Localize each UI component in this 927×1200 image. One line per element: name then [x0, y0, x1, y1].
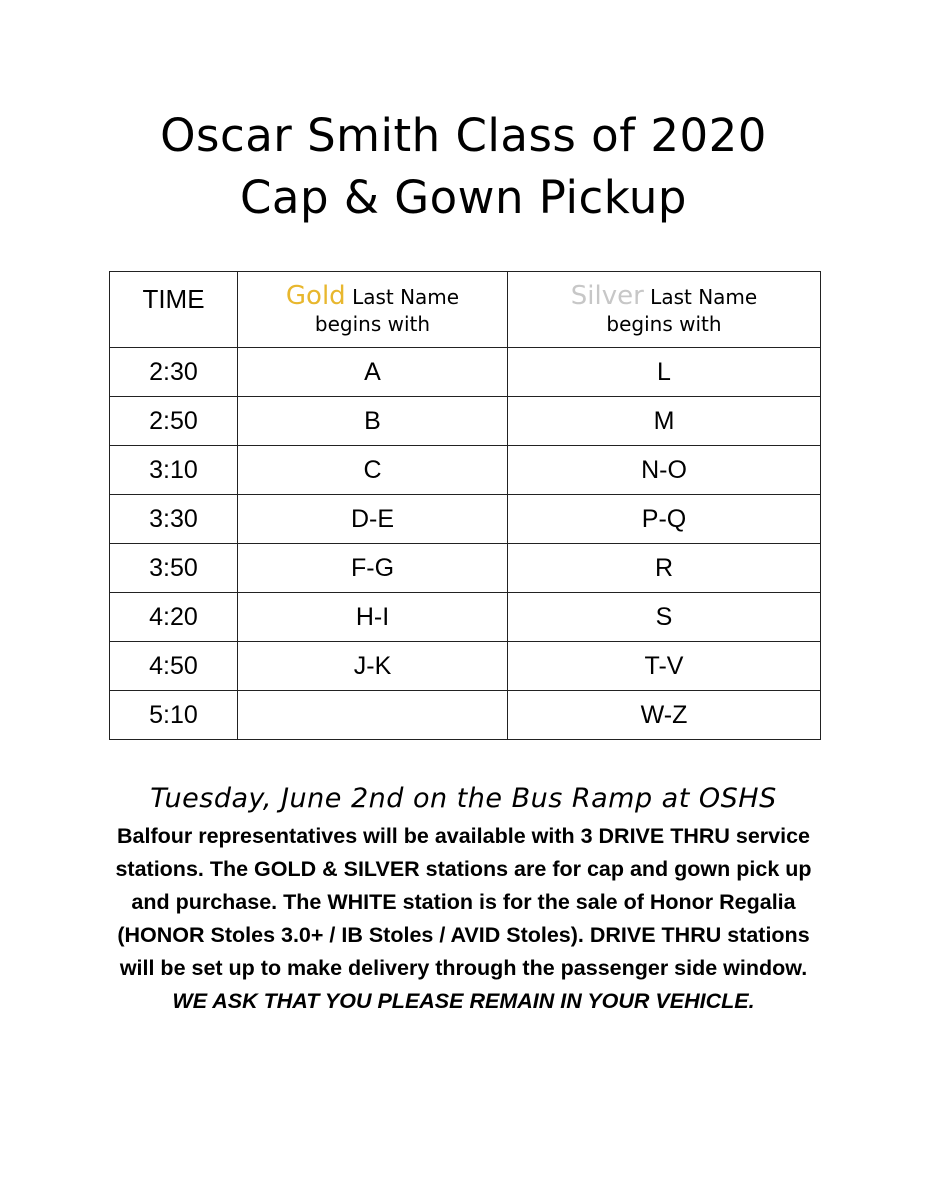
silver-cell: M: [508, 397, 821, 446]
gold-cell: D-E: [238, 495, 508, 544]
event-date-line: Tuesday, June 2nd on the Bus Ramp at OSHS: [150, 783, 777, 814]
silver-cell: S: [508, 593, 821, 642]
notice-paragraph: [100, 820, 827, 1018]
silver-label: Silver: [570, 281, 644, 311]
gold-cell: A: [238, 348, 508, 397]
silver-begins-with-label: begins with: [606, 312, 722, 336]
gold-cell: F-G: [238, 544, 508, 593]
time-column-header: TIME: [110, 272, 238, 348]
gold-cell: J-K: [238, 642, 508, 691]
time-cell: 3:10: [110, 446, 238, 495]
table-row: [110, 544, 821, 593]
silver-cell: T-V: [508, 642, 821, 691]
notice-emphasis: WE ASK THAT YOU PLEASE REMAIN IN YOUR VEHICLE.: [172, 989, 755, 1013]
gold-label: Gold: [285, 281, 346, 311]
silver-cell: N-O: [508, 446, 821, 495]
table-row: [110, 642, 821, 691]
silver-last-name-label: Last Name: [650, 285, 758, 309]
time-cell: 2:50: [110, 397, 238, 446]
table-row: [110, 691, 821, 740]
gold-last-name-label: Last Name: [352, 285, 460, 309]
page-title: [0, 105, 927, 229]
gold-cell: C: [238, 446, 508, 495]
silver-cell: W-Z: [508, 691, 821, 740]
time-cell: 5:10: [110, 691, 238, 740]
gold-cell: B: [238, 397, 508, 446]
gold-cell: H-I: [238, 593, 508, 642]
time-cell: 3:50: [110, 544, 238, 593]
title-line-2: Cap & Gown Pickup: [240, 171, 687, 224]
title-line-1: Oscar Smith Class of 2020: [160, 109, 767, 162]
time-cell: 4:50: [110, 642, 238, 691]
pickup-schedule-table: [109, 271, 821, 740]
table-row: [110, 495, 821, 544]
silver-cell: P-Q: [508, 495, 821, 544]
table-row: [110, 397, 821, 446]
silver-cell: R: [508, 544, 821, 593]
gold-begins-with-label: begins with: [314, 312, 431, 336]
time-cell: 3:30: [110, 495, 238, 544]
gold-column-header: [238, 272, 508, 348]
table-row: [110, 348, 821, 397]
silver-column-header: [508, 272, 821, 348]
time-cell: 2:30: [110, 348, 238, 397]
table-row: [110, 446, 821, 495]
gold-cell: [238, 691, 508, 740]
time-cell: 4:20: [110, 593, 238, 642]
table-row: [110, 593, 821, 642]
notice-body: Balfour representatives will be available with 3 DRIVE THRU service stations. The GOLD & SILVER stations are for cap and gown pick up and purchase. The WHITE station is for the sale of Honor Regalia (HONOR Stoles 3.0+ / IB Stoles / AVID Stoles). DRIVE THRU stations will be set up to make delivery through the passenger side window.: [115, 824, 812, 980]
silver-cell: L: [508, 348, 821, 397]
table-header-row: [110, 272, 821, 348]
